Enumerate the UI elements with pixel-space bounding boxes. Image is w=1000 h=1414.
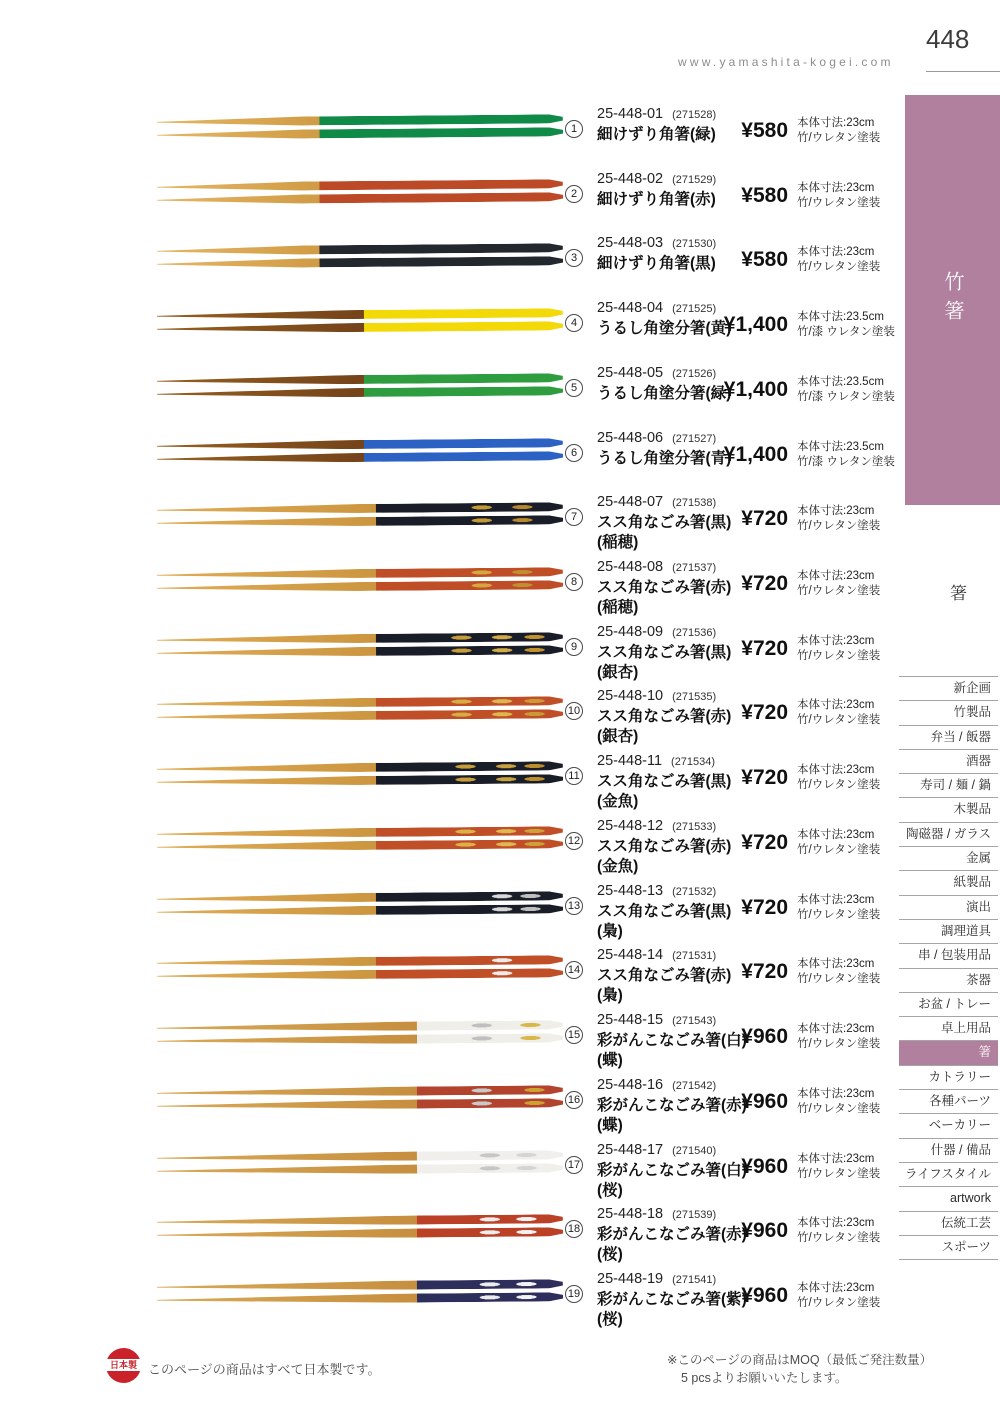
product-price: ¥960 [741,1025,788,1048]
product-spec-material: 竹/ウレタン塗装 [797,649,881,662]
product-name-line2: (梟) [597,987,623,1004]
chopstick [157,567,563,580]
product-spec-material: 竹/ウレタン塗装 [797,843,881,856]
footer-note-moq-line2: 5 pcsよりお願いいたします。 [681,1371,848,1385]
product-row [0,105,1000,169]
nav-item-什器 / 備品[interactable]: 什器 / 備品 [899,1138,998,1162]
product-specs [797,245,880,274]
product-row [0,1270,1000,1334]
product-name: うるし角塗分箸(黄) [597,320,732,337]
product-price: ¥1,400 [723,313,788,336]
product-image [157,1150,563,1180]
product-spec-size: 本体寸法:23cm [797,1282,875,1294]
item-number-badge: 9 [565,638,583,656]
product-price: ¥720 [741,960,788,983]
nav-item-寿司 / 麺 / 鍋[interactable]: 寿司 / 麺 / 鍋 [899,773,998,797]
product-spec-size: 本体寸法:23cm [797,1217,875,1229]
item-number-badge: 1 [565,120,583,138]
product-row [0,493,1000,557]
product-name: スス角なごみ箸(赤) [597,708,732,725]
product-name: 細けずり角箸(緑) [597,126,716,143]
product-code: 25-448-07 [597,494,664,510]
nav-item-箸[interactable]: 箸 [899,1040,998,1064]
product-jan: (271526) [672,368,717,380]
product-jan: (271530) [672,238,717,250]
product-spec-material: 竹/漆 ウレタン塗装 [797,390,895,403]
product-code: 25-448-09 [597,624,664,640]
product-image [157,114,563,144]
chopstick [157,192,563,205]
product-spec-size: 本体寸法:23cm [797,699,875,711]
product-name: スス角なごみ箸(黒) [597,773,732,790]
product-jan: (271543) [672,1015,717,1027]
product-code: 25-448-17 [597,1142,664,1158]
product-row [0,234,1000,298]
product-price: ¥720 [741,766,788,789]
product-code: 25-448-16 [597,1077,664,1093]
product-specs [797,375,895,404]
item-number-badge: 2 [565,185,583,203]
product-spec-material: 竹/ウレタン塗装 [797,1102,881,1115]
nav-item-竹製品[interactable]: 竹製品 [899,700,998,724]
product-specs [797,1087,880,1116]
product-image [157,179,563,209]
product-price: ¥720 [741,637,788,660]
product-image [157,308,563,338]
product-spec-size: 本体寸法:23.5cm [797,376,884,388]
product-row [0,623,1000,687]
item-number-badge: 17 [565,1156,583,1174]
product-image [157,891,563,921]
product-spec-material: 竹/ウレタン塗装 [797,778,881,791]
nav-item-紙製品[interactable]: 紙製品 [899,870,998,894]
nav-item-金属[interactable]: 金属 [899,846,998,870]
product-name: スス角なごみ箸(赤) [597,967,732,984]
nav-item-茶器[interactable]: 茶器 [899,968,998,992]
chopstick [157,774,563,787]
product-spec-material: 竹/ウレタン塗装 [797,1231,881,1244]
page-number: 448 [926,24,970,54]
product-price: ¥580 [741,184,788,207]
product-code: 25-448-02 [597,171,664,187]
product-code: 25-448-03 [597,235,664,251]
product-spec-size: 本体寸法:23cm [797,1088,875,1100]
product-spec-size: 本体寸法:23cm [797,1023,875,1035]
product-price: ¥1,400 [723,378,788,401]
product-name-line2: (稲穂) [597,599,639,616]
product-spec-material: 竹/ウレタン塗装 [797,908,881,921]
product-row [0,1141,1000,1205]
product-spec-size: 本体寸法:23cm [797,894,875,906]
item-number-badge: 6 [565,444,583,462]
product-image [157,955,563,985]
product-spec-size: 本体寸法:23.5cm [797,441,884,453]
product-jan: (271540) [672,1145,717,1157]
product-jan: (271537) [672,562,717,574]
item-number-badge: 8 [565,573,583,591]
page-number-divider [926,71,1000,72]
product-price: ¥720 [741,701,788,724]
product-code: 25-448-14 [597,947,664,963]
product-price: ¥720 [741,896,788,919]
chopstick [157,373,563,386]
product-image [157,502,563,532]
product-specs [797,634,880,663]
product-specs [797,504,880,533]
nav-item-卓上用品[interactable]: 卓上用品 [899,1016,998,1040]
item-number-badge: 7 [565,508,583,526]
chopstick [157,114,563,127]
product-spec-size: 本体寸法:23.5cm [797,311,884,323]
item-number-badge: 10 [565,702,583,720]
product-jan: (271541) [672,1274,717,1286]
chopstick [157,1098,563,1111]
chopstick [157,632,563,645]
product-name-line2: (銀杏) [597,664,639,681]
chopstick [157,1227,563,1240]
product-spec-size: 本体寸法:23cm [797,505,875,517]
product-name: スス角なごみ箸(赤) [597,579,732,596]
product-spec-material: 竹/ウレタン塗装 [797,1296,881,1309]
product-name-line2: (金魚) [597,793,639,810]
product-spec-material: 竹/ウレタン塗装 [797,131,881,144]
product-jan: (271535) [672,691,717,703]
product-code: 25-448-06 [597,430,664,446]
product-price: ¥580 [741,248,788,271]
product-name-line2: (桜) [597,1182,623,1199]
product-spec-size: 本体寸法:23cm [797,829,875,841]
product-code: 25-448-11 [597,753,663,769]
product-code: 25-448-19 [597,1271,664,1287]
chopstick [157,891,563,904]
chopstick [157,955,563,968]
product-specs [797,1022,880,1051]
product-row [0,946,1000,1010]
nav-item-木製品[interactable]: 木製品 [899,797,998,821]
chopstick [157,127,563,140]
footer-note-moq-line1: ※このページの商品はMOQ（最低ご発注数量） [667,1353,933,1367]
product-row [0,687,1000,751]
product-row [0,1205,1000,1269]
product-jan: (271532) [672,886,717,898]
chopstick [157,1163,563,1176]
product-spec-size: 本体寸法:23cm [797,635,875,647]
product-spec-material: 竹/ウレタン塗装 [797,584,881,597]
chopstick [157,1033,563,1046]
product-jan: (271525) [672,303,717,315]
product-row [0,558,1000,622]
product-jan: (271536) [672,627,717,639]
chopstick [157,256,563,269]
chopstick [157,709,563,722]
product-spec-size: 本体寸法:23cm [797,570,875,582]
product-image [157,1279,563,1309]
product-specs [797,116,880,145]
product-spec-material: 竹/漆 ウレタン塗装 [797,455,895,468]
item-number-badge: 16 [565,1091,583,1109]
product-name: 彩がんこなごみ箸(紫) [597,1291,747,1308]
item-number-badge: 18 [565,1220,583,1238]
product-specs [797,440,895,469]
product-specs [797,698,880,727]
chopstick [157,968,563,981]
product-jan: (271542) [672,1080,717,1092]
item-number-badge: 3 [565,249,583,267]
product-spec-size: 本体寸法:23cm [797,958,875,970]
chopstick [157,386,563,399]
nav-item-酒器[interactable]: 酒器 [899,749,998,773]
chopstick [157,1292,563,1305]
product-name: スス角なごみ箸(黒) [597,903,732,920]
product-specs [797,763,880,792]
chopstick [157,826,563,839]
product-name: 彩がんこなごみ箸(赤) [597,1226,747,1243]
nav-item-串 / 包装用品[interactable]: 串 / 包装用品 [899,943,998,967]
product-price: ¥720 [741,572,788,595]
product-specs [797,957,880,986]
product-name: 彩がんこなごみ箸(赤) [597,1097,747,1114]
product-price: ¥960 [741,1219,788,1242]
chopstick [157,1085,563,1098]
product-spec-material: 竹/ウレタン塗装 [797,519,881,532]
product-name: スス角なごみ箸(黒) [597,644,732,661]
product-image [157,438,563,468]
nav-item-調理道具[interactable]: 調理道具 [899,919,998,943]
product-price: ¥720 [741,831,788,854]
product-name: 彩がんこなごみ箸(白) [597,1162,747,1179]
product-spec-material: 竹/ウレタン塗装 [797,1037,881,1050]
chopstick [157,321,563,334]
product-name: 細けずり角箸(黒) [597,255,716,272]
product-spec-size: 本体寸法:23cm [797,1153,875,1165]
product-row [0,752,1000,816]
made-in-japan-badge-label: 日本製 [104,1359,143,1371]
chopstick [157,1150,563,1163]
product-name-line2: (桜) [597,1311,623,1328]
product-row [0,364,1000,428]
product-price: ¥960 [741,1155,788,1178]
product-name: 細けずり角箸(赤) [597,191,716,208]
product-code: 25-448-01 [597,106,664,122]
product-row [0,1011,1000,1075]
chopstick [157,645,563,658]
product-specs [797,828,880,857]
product-price: ¥1,400 [723,443,788,466]
product-jan: (271533) [672,821,717,833]
product-name-line2: (銀杏) [597,728,639,745]
item-number-badge: 13 [565,897,583,915]
product-price: ¥960 [741,1284,788,1307]
chopstick [157,243,563,256]
chopstick [157,761,563,774]
item-number-badge: 4 [565,314,583,332]
product-code: 25-448-08 [597,559,664,575]
product-name-line2: (梟) [597,923,623,940]
product-row [0,429,1000,493]
product-jan: (271531) [672,950,717,962]
section-label: 箸 [950,584,967,603]
product-name-line2: (金魚) [597,858,639,875]
nav-item-お盆 / トレー[interactable]: お盆 / トレー [899,992,998,1016]
chopstick [157,904,563,917]
product-spec-material: 竹/ウレタン塗装 [797,972,881,985]
product-image [157,373,563,403]
item-number-badge: 5 [565,379,583,397]
chopstick [157,696,563,709]
product-price: ¥580 [741,119,788,142]
product-image [157,826,563,856]
site-url: www.yamashita-kogei.com [678,55,894,69]
product-name: うるし角塗分箸(緑) [597,385,732,402]
product-image [157,696,563,726]
product-image [157,1214,563,1244]
product-specs [797,310,895,339]
product-row [0,170,1000,234]
product-jan: (271539) [672,1209,717,1221]
product-spec-material: 竹/ウレタン塗装 [797,713,881,726]
product-price: ¥720 [741,507,788,530]
nav-item-ベーカリー[interactable]: ベーカリー [899,1113,998,1137]
product-spec-size: 本体寸法:23cm [797,764,875,776]
product-name: スス角なごみ箸(赤) [597,838,732,855]
product-row [0,817,1000,881]
product-name: スス角なごみ箸(黒) [597,514,732,531]
product-spec-material: 竹/ウレタン塗装 [797,196,881,209]
chopstick [157,451,563,464]
nav-item-弁当 / 飯器[interactable]: 弁当 / 飯器 [899,725,998,749]
category-banner-label: 竹箸 [941,271,963,329]
item-number-badge: 15 [565,1026,583,1044]
chopstick [157,1020,563,1033]
product-code: 25-448-04 [597,300,664,316]
product-code: 25-448-18 [597,1206,664,1222]
chopstick [157,580,563,593]
product-price: ¥960 [741,1090,788,1113]
chopstick [157,1214,563,1227]
product-name-line2: (蝶) [597,1117,623,1134]
product-specs [797,181,880,210]
product-specs [797,569,880,598]
product-code: 25-448-12 [597,818,664,834]
chopstick [157,515,563,528]
product-code: 25-448-13 [597,883,664,899]
product-name: 彩がんこなごみ箸(白) [597,1032,747,1049]
nav-item-ライフスタイル[interactable]: ライフスタイル [899,1162,998,1186]
product-spec-size: 本体寸法:23cm [797,182,875,194]
product-specs [797,893,880,922]
nav-item-スポーツ[interactable]: スポーツ [899,1235,998,1259]
chopstick [157,308,563,321]
chopstick [157,1279,563,1292]
product-code: 25-448-10 [597,688,664,704]
product-specs [797,1281,880,1310]
nav-item-演出[interactable]: 演出 [899,895,998,919]
nav-item-陶磁器 / ガラス[interactable]: 陶磁器 / ガラス [899,822,998,846]
item-number-badge: 12 [565,832,583,850]
product-code: 25-448-05 [597,365,664,381]
nav-item-カトラリー[interactable]: カトラリー [899,1065,998,1089]
chopstick [157,438,563,451]
item-number-badge: 11 [565,767,583,785]
product-jan: (271538) [672,497,717,509]
product-spec-size: 本体寸法:23cm [797,117,875,129]
chopstick [157,179,563,192]
chopstick [157,502,563,515]
item-number-badge: 19 [565,1285,583,1303]
product-jan: (271529) [672,174,717,186]
chopstick [157,839,563,852]
product-image [157,567,563,597]
product-jan: (271528) [672,109,717,121]
product-image [157,1020,563,1050]
nav-item-artwork[interactable]: artwork [899,1186,998,1210]
product-row [0,1076,1000,1140]
nav-item-伝統工芸[interactable]: 伝統工芸 [899,1211,998,1235]
product-image [157,761,563,791]
product-name-line2: (稲穂) [597,534,639,551]
product-specs [797,1152,880,1181]
nav-item-新企画[interactable]: 新企画 [899,676,998,700]
product-image [157,632,563,662]
product-jan: (271534) [671,756,716,768]
product-name: うるし角塗分箸(青) [597,450,732,467]
product-name-line2: (蝶) [597,1052,623,1069]
product-row [0,882,1000,946]
made-in-japan-badge-icon [106,1348,141,1383]
product-spec-size: 本体寸法:23cm [797,246,875,258]
footer-note-left: このページの商品はすべて日本製です。 [148,1362,381,1377]
product-code: 25-448-15 [597,1012,664,1028]
product-image [157,1085,563,1115]
product-row [0,299,1000,363]
product-spec-material: 竹/ウレタン塗装 [797,260,881,273]
product-image [157,243,563,273]
item-number-badge: 14 [565,961,583,979]
product-spec-material: 竹/ウレタン塗装 [797,1167,881,1180]
product-specs [797,1216,880,1245]
product-spec-material: 竹/漆 ウレタン塗装 [797,325,895,338]
product-jan: (271527) [672,433,717,445]
nav-item-各種パーツ[interactable]: 各種パーツ [899,1089,998,1113]
product-name-line2: (桜) [597,1246,623,1263]
